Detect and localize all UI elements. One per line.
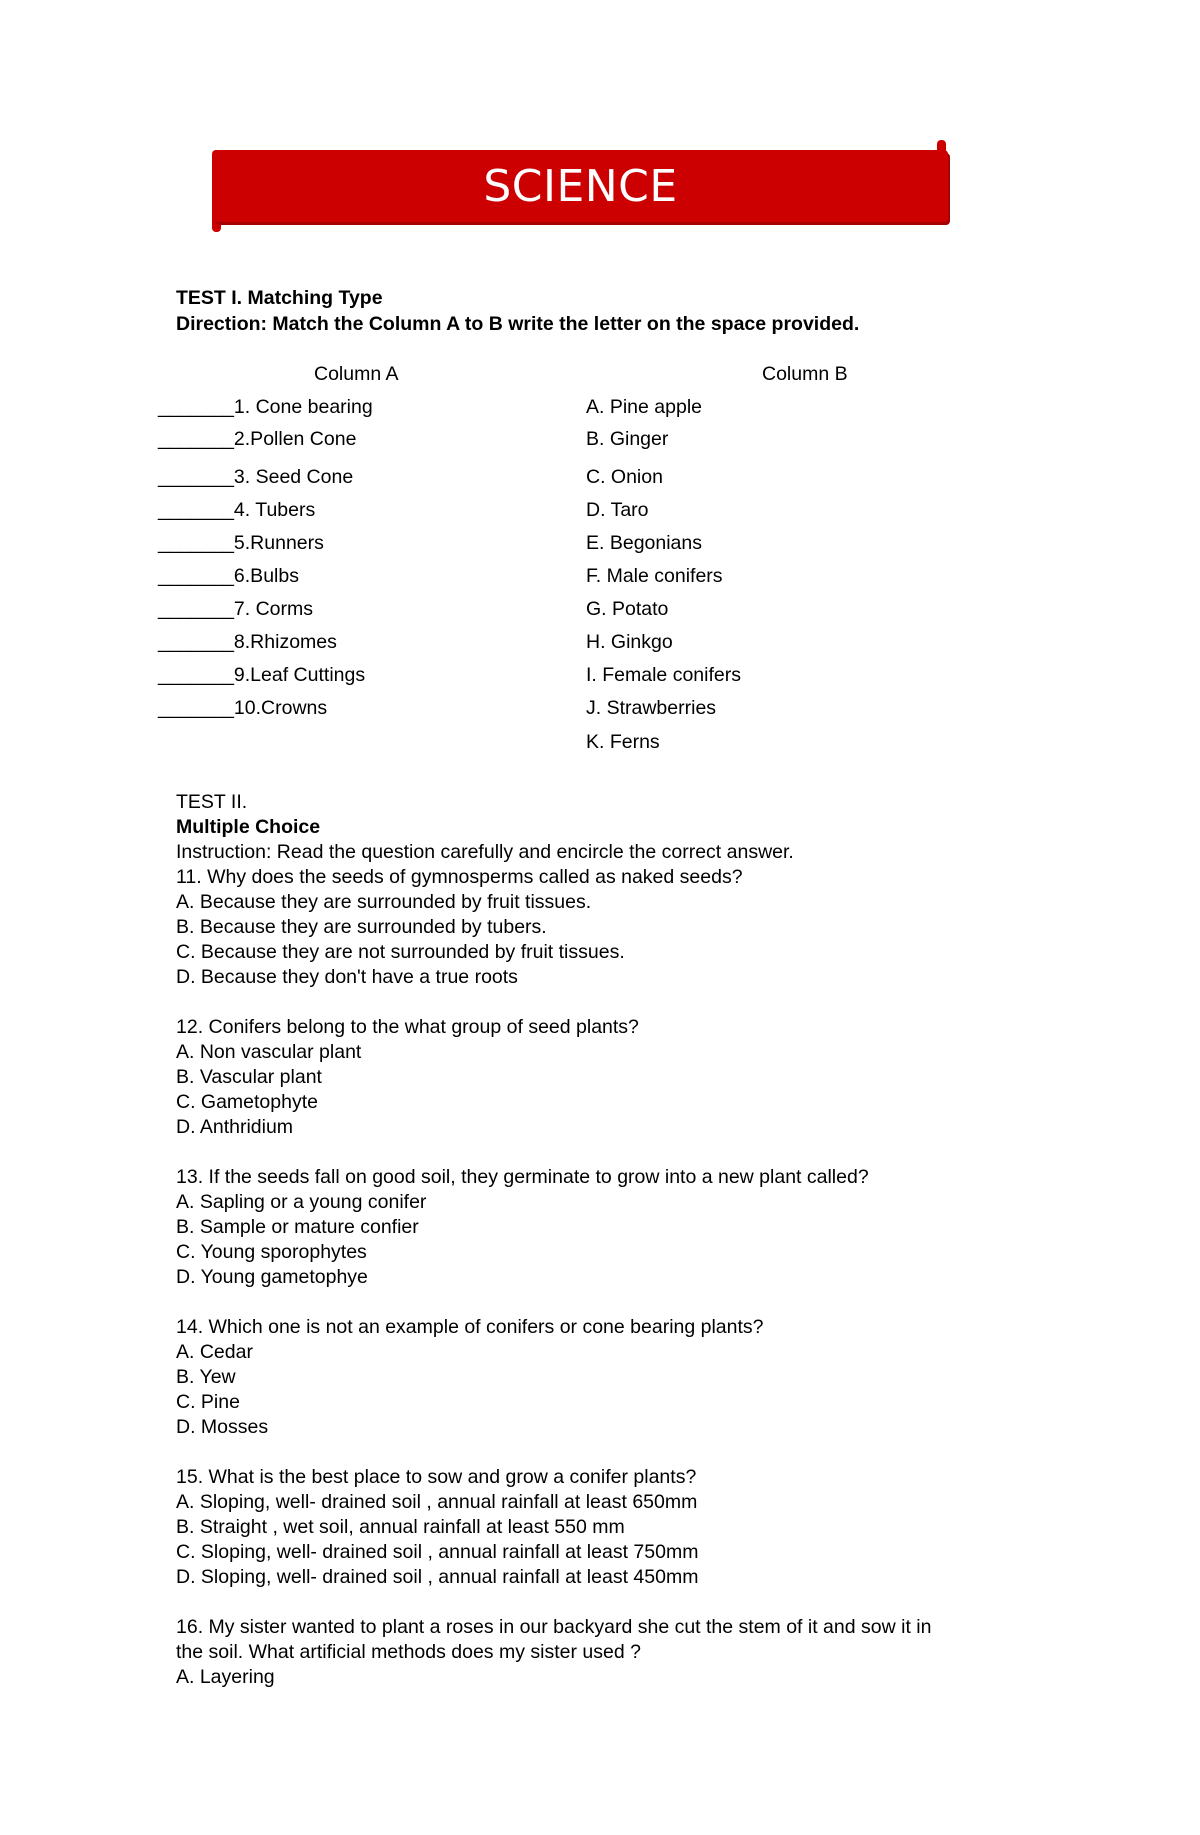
choice: D. Because they don't have a true roots xyxy=(176,966,518,988)
answer-blank: _______ xyxy=(158,499,234,521)
choice: A. Layering xyxy=(176,1666,275,1688)
answer-blank: _______ xyxy=(158,428,234,450)
column-a-item xyxy=(158,396,373,419)
column-b-item: J. Strawberries xyxy=(586,697,717,719)
choice: B. Sample or mature confier xyxy=(176,1216,419,1238)
column-b-item: B. Ginger xyxy=(586,428,669,450)
column-a-text: 5.Runners xyxy=(233,532,324,554)
test2-title: TEST II. xyxy=(176,791,248,813)
test1-direction: Direction: Match the Column A to B write the letter on the space provided. xyxy=(176,313,860,335)
question-14: 14. Which one is not an example of conifers or cone bearing plants? xyxy=(176,1316,764,1338)
column-a-text: 9.Leaf Cuttings xyxy=(233,664,366,686)
choice: A. Because they are surrounded by fruit tissues. xyxy=(176,891,592,913)
answer-blank: _______ xyxy=(158,697,234,719)
column-a-text: 7. Corms xyxy=(233,598,314,620)
answer-blank: _______ xyxy=(158,565,234,587)
answer-blank: _______ xyxy=(158,664,234,686)
answer-blank: _______ xyxy=(158,631,234,653)
column-b-item: A. Pine apple xyxy=(586,396,703,418)
column-a-item xyxy=(158,466,353,489)
choice: D. Sloping, well- drained soil , annual rainfall at least 450mm xyxy=(176,1566,699,1588)
choice: C. Gametophyte xyxy=(176,1091,318,1113)
question-13: 13. If the seeds fall on good soil, they germinate to grow into a new plant called? xyxy=(176,1166,869,1188)
choice: A. Sloping, well- drained soil , annual rainfall at least 650mm xyxy=(176,1491,698,1513)
choice: D. Mosses xyxy=(176,1416,269,1438)
choice: C. Sloping, well- drained soil , annual rainfall at least 750mm xyxy=(176,1541,699,1563)
column-a-item xyxy=(158,631,337,654)
choice: A. Non vascular plant xyxy=(176,1041,362,1063)
column-a-text: 2.Pollen Cone xyxy=(233,428,357,450)
science-banner xyxy=(213,150,948,222)
choice: B. Yew xyxy=(176,1366,236,1388)
column-a-item xyxy=(158,565,299,588)
choice: A. Sapling or a young conifer xyxy=(176,1191,427,1213)
column-a-text: 1. Cone bearing xyxy=(233,396,373,418)
column-a-item xyxy=(158,499,315,522)
column-a-text: 8.Rhizomes xyxy=(233,631,337,653)
column-b-header: Column B xyxy=(762,363,848,385)
column-b-item: G. Potato xyxy=(586,598,669,620)
test1-title: TEST I. Matching Type xyxy=(176,287,383,309)
choice: C. Young sporophytes xyxy=(176,1241,367,1263)
test2-subtitle: Multiple Choice xyxy=(176,816,321,838)
column-b-item: I. Female conifers xyxy=(586,664,741,686)
column-a-item xyxy=(158,697,327,720)
choice: B. Vascular plant xyxy=(176,1066,322,1088)
choice: D. Anthridium xyxy=(176,1116,294,1138)
column-a-item xyxy=(158,598,313,621)
choice: B. Straight , wet soil, annual rainfall at least 550 mm xyxy=(176,1516,625,1538)
answer-blank: _______ xyxy=(158,466,234,488)
question-16-cont: the soil. What artificial methods does my sister used ? xyxy=(176,1641,641,1663)
question-15: 15. What is the best place to sow and grow a conifer plants? xyxy=(176,1466,697,1488)
column-b-item: E. Begonians xyxy=(586,532,703,554)
banner-title: SCIENCE xyxy=(483,160,678,212)
column-a-text: 4. Tubers xyxy=(233,499,316,521)
choice: A. Cedar xyxy=(176,1341,253,1363)
column-a-header: Column A xyxy=(314,363,399,385)
choice: D. Young gametophye xyxy=(176,1266,368,1288)
column-a-text: 3. Seed Cone xyxy=(233,466,354,488)
answer-blank: _______ xyxy=(158,532,234,554)
column-a-item xyxy=(158,664,365,687)
question-16: 16. My sister wanted to plant a roses in our backyard she cut the stem of it and sow it in xyxy=(176,1616,932,1638)
column-b-item: D. Taro xyxy=(586,499,649,521)
column-a-text: 6.Bulbs xyxy=(233,565,299,587)
column-b-item: C. Onion xyxy=(586,466,663,488)
column-b-item: K. Ferns xyxy=(586,731,660,753)
choice: C. Pine xyxy=(176,1391,240,1413)
column-a-item xyxy=(158,532,324,555)
column-b-item: H. Ginkgo xyxy=(586,631,673,653)
question-11: 11. Why does the seeds of gymnosperms called as naked seeds? xyxy=(176,866,743,888)
choice: C. Because they are not surrounded by fruit tissues. xyxy=(176,941,625,963)
choice: B. Because they are surrounded by tubers. xyxy=(176,916,547,938)
column-a-text: 10.Crowns xyxy=(233,697,328,719)
column-a-item xyxy=(158,428,356,451)
column-b-item: F. Male conifers xyxy=(586,565,723,587)
question-12: 12. Conifers belong to the what group of seed plants? xyxy=(176,1016,639,1038)
answer-blank: _______ xyxy=(158,396,234,418)
test2-instruction: Instruction: Read the question carefully and encircle the correct answer. xyxy=(176,841,794,863)
answer-blank: _______ xyxy=(158,598,234,620)
